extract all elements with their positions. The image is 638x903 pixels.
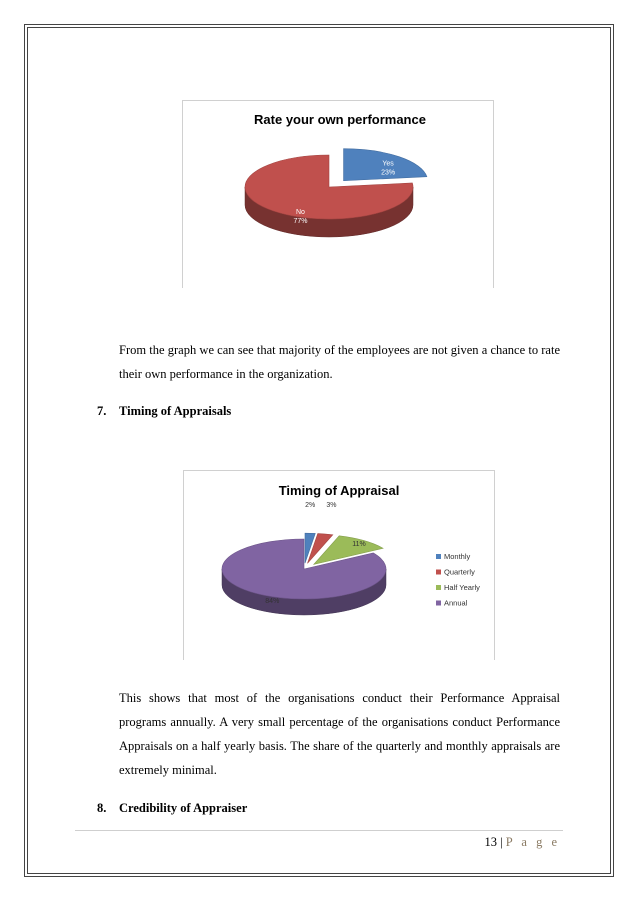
slice-percent-label: 84%	[265, 597, 280, 605]
legend-label: Monthly	[444, 552, 471, 561]
section-7-number: 7.	[97, 404, 107, 418]
chart-timing-of-appraisal-svg	[184, 471, 494, 660]
paragraph-timing: This shows that most of the organisations conduct their Performance Appraisal programs annually. A very small percentage of the organisations conduct Performance Appraisals on a half yearly basis. The share of the quarterly and monthly appraisals are extremely minimal.	[119, 691, 560, 777]
slice-percent-label: 2%	[305, 502, 316, 510]
legend-label: Half Yearly	[444, 583, 480, 592]
chart-title: Timing of Appraisal	[278, 483, 400, 498]
chart-timing-of-appraisal	[183, 470, 495, 660]
page-word: P a g e	[505, 835, 560, 849]
section-8-heading	[97, 801, 247, 816]
footer-separator: |	[500, 835, 503, 849]
chart-title: Rate your own performance	[254, 112, 426, 127]
legend-label: Annual	[444, 598, 468, 608]
page-footer	[485, 835, 560, 850]
slice-percent-label: 77%	[293, 218, 308, 226]
slice-percent-label: 11%	[352, 540, 366, 548]
chart-legend	[436, 552, 480, 608]
slice-category-label: No	[295, 209, 305, 217]
legend-label: Quarterly	[444, 567, 475, 577]
slice-percent-label: 23%	[381, 169, 396, 177]
page-number: 13	[484, 835, 498, 849]
section-7-title: Timing of Appraisals	[119, 404, 232, 418]
section-7-heading	[97, 404, 231, 419]
legend-swatch	[436, 554, 441, 559]
chart-rate-own-performance	[182, 100, 494, 288]
chart-rate-own-performance-svg	[183, 101, 493, 288]
section-8-number: 8.	[97, 801, 107, 815]
footer-divider	[75, 830, 563, 831]
section-8-title: Credibility of Appraiser	[119, 801, 248, 815]
paragraph-rate-performance: From the graph we can see that majority of the employees are not given a chance to rate their own performance in the organization.	[119, 343, 560, 381]
legend-swatch	[436, 570, 441, 575]
legend-swatch	[436, 585, 441, 590]
legend-swatch	[436, 601, 441, 606]
slice-category-label: Yes	[382, 160, 394, 168]
slice-percent-label: 3%	[326, 502, 337, 510]
